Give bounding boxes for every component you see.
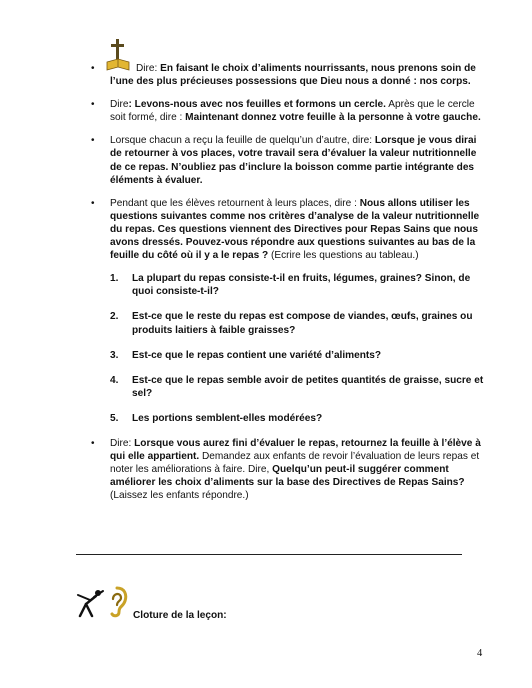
question-item: 1. La plupart du repas consiste-t-il en fruits, légumes, graines? Sinon, de quoi consiste-t-il?	[110, 273, 471, 298]
item-bold: : Levons-nous avec nos feuilles et formons un cercle.	[128, 99, 386, 111]
stretching-person-icon	[76, 588, 106, 618]
item-bold: En faisant le choix d’aliments nourrissants, nous prenons soin de l’une des plus précieuses possessions que Dieu nous a donné : nos corps.	[110, 63, 476, 88]
bullet-dot: •	[91, 99, 95, 111]
item-tail: (Laissez les enfants répondre.)	[110, 490, 249, 502]
question-item: 4. Est-ce que le repas semble avoir de petites quantités de graisse, sucre et sel?	[110, 374, 484, 399]
page-number: 4	[477, 648, 483, 659]
question-item: 5. Les portions semblent-elles modérées?	[110, 412, 323, 424]
bullet-dot: •	[91, 437, 95, 449]
closing-heading: Cloture de la leçon:	[133, 610, 227, 621]
item-lead: Pendant que les élèves retournent à leurs places, dire :	[110, 197, 360, 209]
question-number: 4.	[110, 374, 119, 386]
closing-section	[76, 584, 376, 624]
item-lead: Dire	[110, 99, 129, 111]
item-lead: Dire:	[136, 63, 161, 74]
question-item: 3. Est-ce que le repas contient une variété d’aliments?	[110, 349, 382, 361]
bullet-dot: •	[91, 197, 95, 209]
item-text: (Ecrire les questions au tableau.)	[268, 250, 419, 262]
item-text: Demandez aux enfants de revoir l’évaluation de leurs repas et noter les améliorations à faire. Dire,	[110, 451, 480, 476]
list-item	[88, 62, 488, 88]
item-bold: Lorsque vous aurez fini d’évaluer le repas, retournez la feuille à l’élève à qui elle appartient.	[110, 437, 481, 463]
list-item	[88, 134, 488, 186]
question-number: 5.	[110, 412, 119, 424]
item-bold-2: Quelqu’un peut-il suggérer comment améliorer les choix d’aliments sur la base des Directives de Repas Sains?	[110, 464, 465, 489]
question-number: 1.	[110, 273, 119, 285]
cross-bible-icon	[106, 38, 130, 72]
instruction-list	[88, 62, 488, 502]
question-number: 2.	[110, 311, 119, 323]
question-list	[110, 272, 488, 425]
item-bold-2: Maintenant donnez votre feuille à la personne à votre gauche.	[185, 112, 481, 124]
ear-icon	[106, 586, 128, 618]
bullet-dot: •	[91, 63, 95, 74]
item-bold: Lorsque je vous dirai de retourner à vos places, votre travail sera d’évaluer la valeur nutritionnelle de ce repas. N’oubliez pas d’inclure la boisson comme partie intégrante des éléments à évaluer.	[110, 135, 477, 186]
bullet-dot: •	[91, 135, 95, 147]
question-item: 2. Est-ce que le reste du repas est compose de viandes, œufs, graines ou produits laitiers à faible graisses?	[110, 311, 473, 336]
list-item	[88, 437, 488, 502]
item-bold: Nous allons utiliser les questions suivantes comme nos critères d’analyse de la valeur nutritionnelle du repas. Ces questions viennent des Directives pour Repas Sains que nous avons dressés. Pouvez-vous répondre aux questions suivantes au bas de la feuille du côté où il y a le repas ?	[110, 197, 480, 262]
item-text: Après que le cercle soit formé, dire :	[110, 99, 475, 124]
list-item	[88, 197, 488, 425]
horizontal-divider	[76, 554, 462, 555]
item-lead: Lorsque chacun a reçu la feuille de quelqu’un d’autre, dire:	[110, 135, 375, 147]
question-number: 3.	[110, 349, 119, 361]
item-lead: Dire:	[110, 437, 135, 449]
list-item	[88, 98, 488, 124]
